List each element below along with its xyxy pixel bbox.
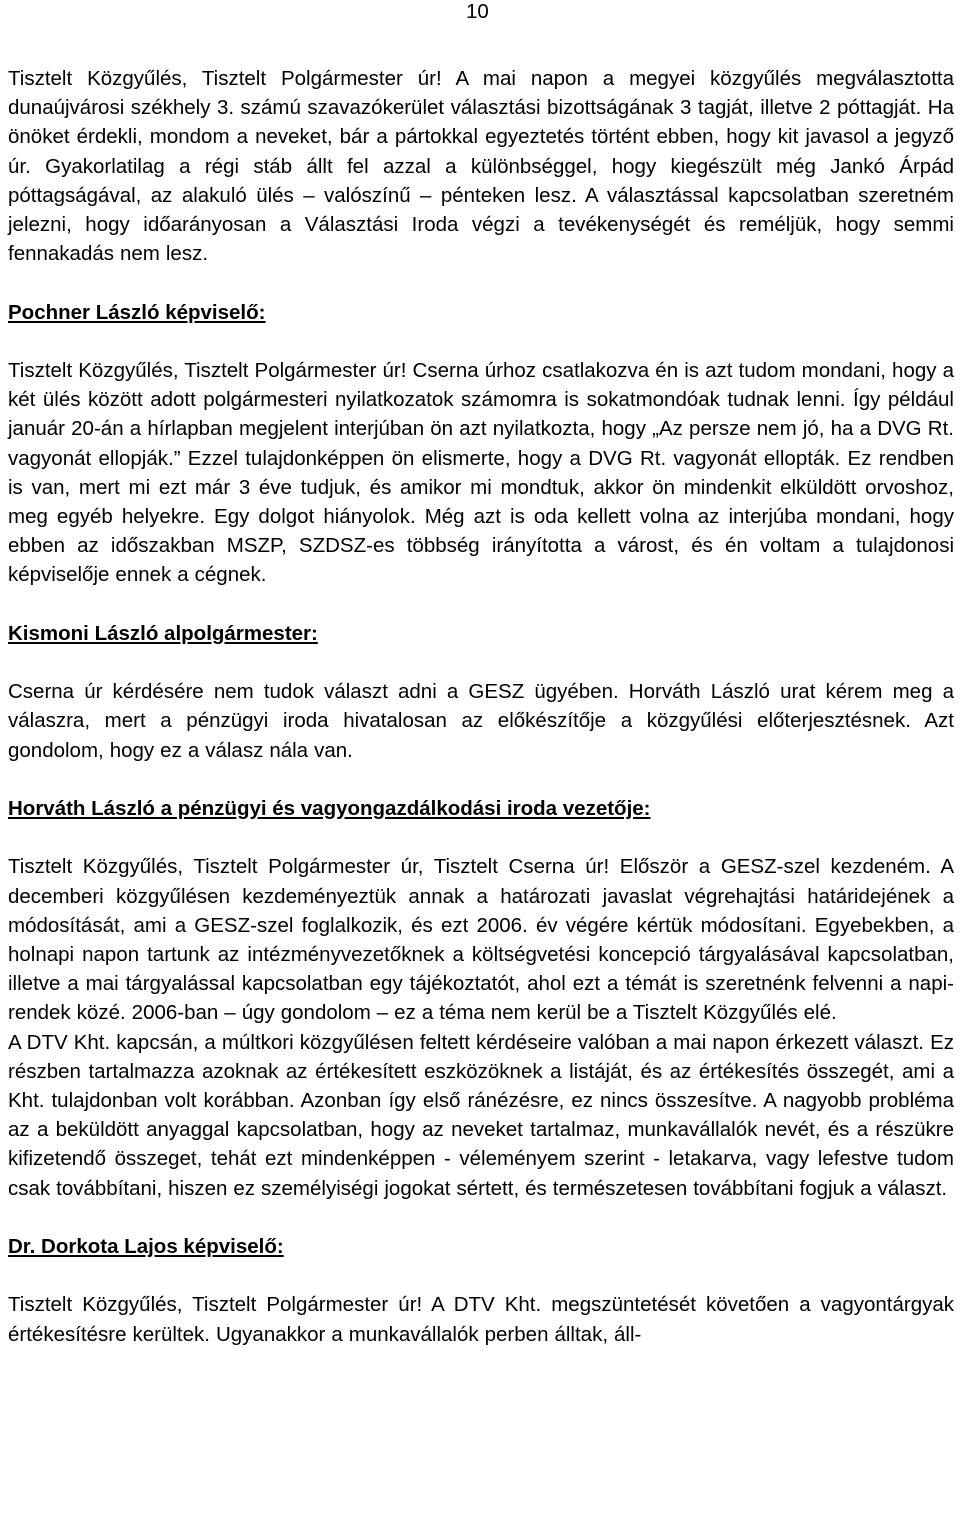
spacer [8,1203,954,1232]
speaker-heading-horvath: Horváth László a pénzügyi és vagyongazdálkodási iroda vezetője: [8,797,651,820]
paragraph-kismoni-speech: Cserna úr kérdésére nem tudok választ adni a GESZ ügyében. Horváth László urat kérem meg a válaszra, mert a pénzügyi iroda hivatalosan az előkészítője a közgyűlési előterjesztésnek. Azt gondolom, hogy ez a válasz nála van. [8,680,954,762]
paragraph-horvath-gesz: Tisztelt Közgyűlés, Tisztelt Polgármester úr, Tisztelt Cserna úr! Először a GESZ-szel kezdeném. A decemberi közgyűlésen kezdeményeztük annak a határozati javaslat végrehajtási határidejének a módosítását, ami a GESZ-szel foglalkozik, és ezt 2006. év végére kértük módosítani. Egyebekben, a holnapi napon tartunk az intézményvezetőknek a költségvetési koncepció tárgyalásával kapcsolatban, illetve a mai tárgyalással kapcsolatban egy tájékoztatót, ahol ezt a témát is szeretnénk felvenni a napirendek közé. 2006-ban – úgy gondolom – ez a téma nem kerül be a Tisztelt Közgyűlés elé. [8,855,954,1025]
spacer [8,648,954,677]
speaker-heading-kismoni: Kismoni László alpolgármester: [8,621,318,645]
spacer [8,823,954,852]
paragraph-pochner-speech: Tisztelt Közgyűlés, Tisztelt Polgármester úr! Cserna úrhoz csatlakozva én is azt tudom mondani, hogy a két ülés között adott polgármesteri nyilatkozatok számomra is sokatmondóak tudnak lenni. Így például január 20-án a hírlapban megjelent interjúban ön azt nyilatkozta, hogy „Az persze nem jó, ha a DVG Rt. vagyonát ellopják.” Ezzel tulajdonképpen ön elismerte, hogy a DVG Rt. vagyonát ellopták. Ez rendben is van, mert mi ezt már 3 éve tudjuk, és amikor mi mondtuk, akkor ön mindenkit elküldött orvoshoz, meg egyéb helyekre. Egy dolgot hiányolok. Még azt is oda kellett volna az interjúba mondani, hogy ebben az időszakban MSZP, SZDSZ-es többség irányította a várost, és én voltam a tulajdonosi képviselője ennek a cégnek. [8,359,954,587]
paragraph-dorkota-speech: Tisztelt Közgyűlés, Tisztelt Polgármester úr! A DTV Kht. megszüntetését követően a vagyontárgyak értékesítésre kerültek. Ugyanakkor a munkavállalók perben álltak, áll- [8,1293,954,1346]
speaker-heading-pochner: Pochner László képviselő: [8,300,266,324]
spacer [8,1261,954,1290]
paragraph-horvath-dtv: A DTV Kht. kapcsán, a múltkori közgyűlésen feltett kérdéseire valóban a mai napon érkezett választ. Ez részben tartalmazza azoknak az értékesített eszközöknek a listáját, és az értékesítés összegét, ami a Kht. tulajdonban volt korábban. Azonban így első ránézésre, ez nincs összesítve. A nagyobb probléma az a beküldött anyaggal kapcsolatban, hogy az neveket tartalmaz, munkavállalók nevét, és a részükre kifizetendő összeget, tehát ezt mindenképpen - véleményem szerint - letakarva, vagy lefestve tudom csak továbbítani, hiszen ez személyiségi jogokat sértett, és természetesen továbbítani fogjuk a választ. [8,1030,954,1200]
spacer [8,765,954,794]
paragraph-election-committee: Tisztelt Közgyűlés, Tisztelt Polgármester úr! A mai napon a megyei közgyűlés megválasztotta dunaújvárosi székhely 3. számú szavazókerület választási bizottságának 3 tagját, illetve 2 póttagját. Ha önöket érdekli, mondom a neveket, bár a pártokkal egyeztetés történt ebben, hogy kit javasol a jegyző úr. Gyakorlatilag a régi stáb állt fel azzal a különbséggel, hogy kiegészült még Jankó Árpád póttagságával, az alakuló ülés – valószínű – pénteken lesz. A választással kapcsolatban szeretném jelezni, hogy időarányosan a Választási Iroda végzi a tevékenységét és reméljük, hogy semmi fennakadás nem lesz. [8,67,954,266]
speaker-heading-dorkota: Dr. Dorkota Lajos képviselő: [8,1235,284,1259]
spacer [8,590,954,619]
document-body [8,64,954,1349]
page-number: 10 [466,0,489,23]
spacer [8,268,954,297]
spacer [8,327,954,356]
